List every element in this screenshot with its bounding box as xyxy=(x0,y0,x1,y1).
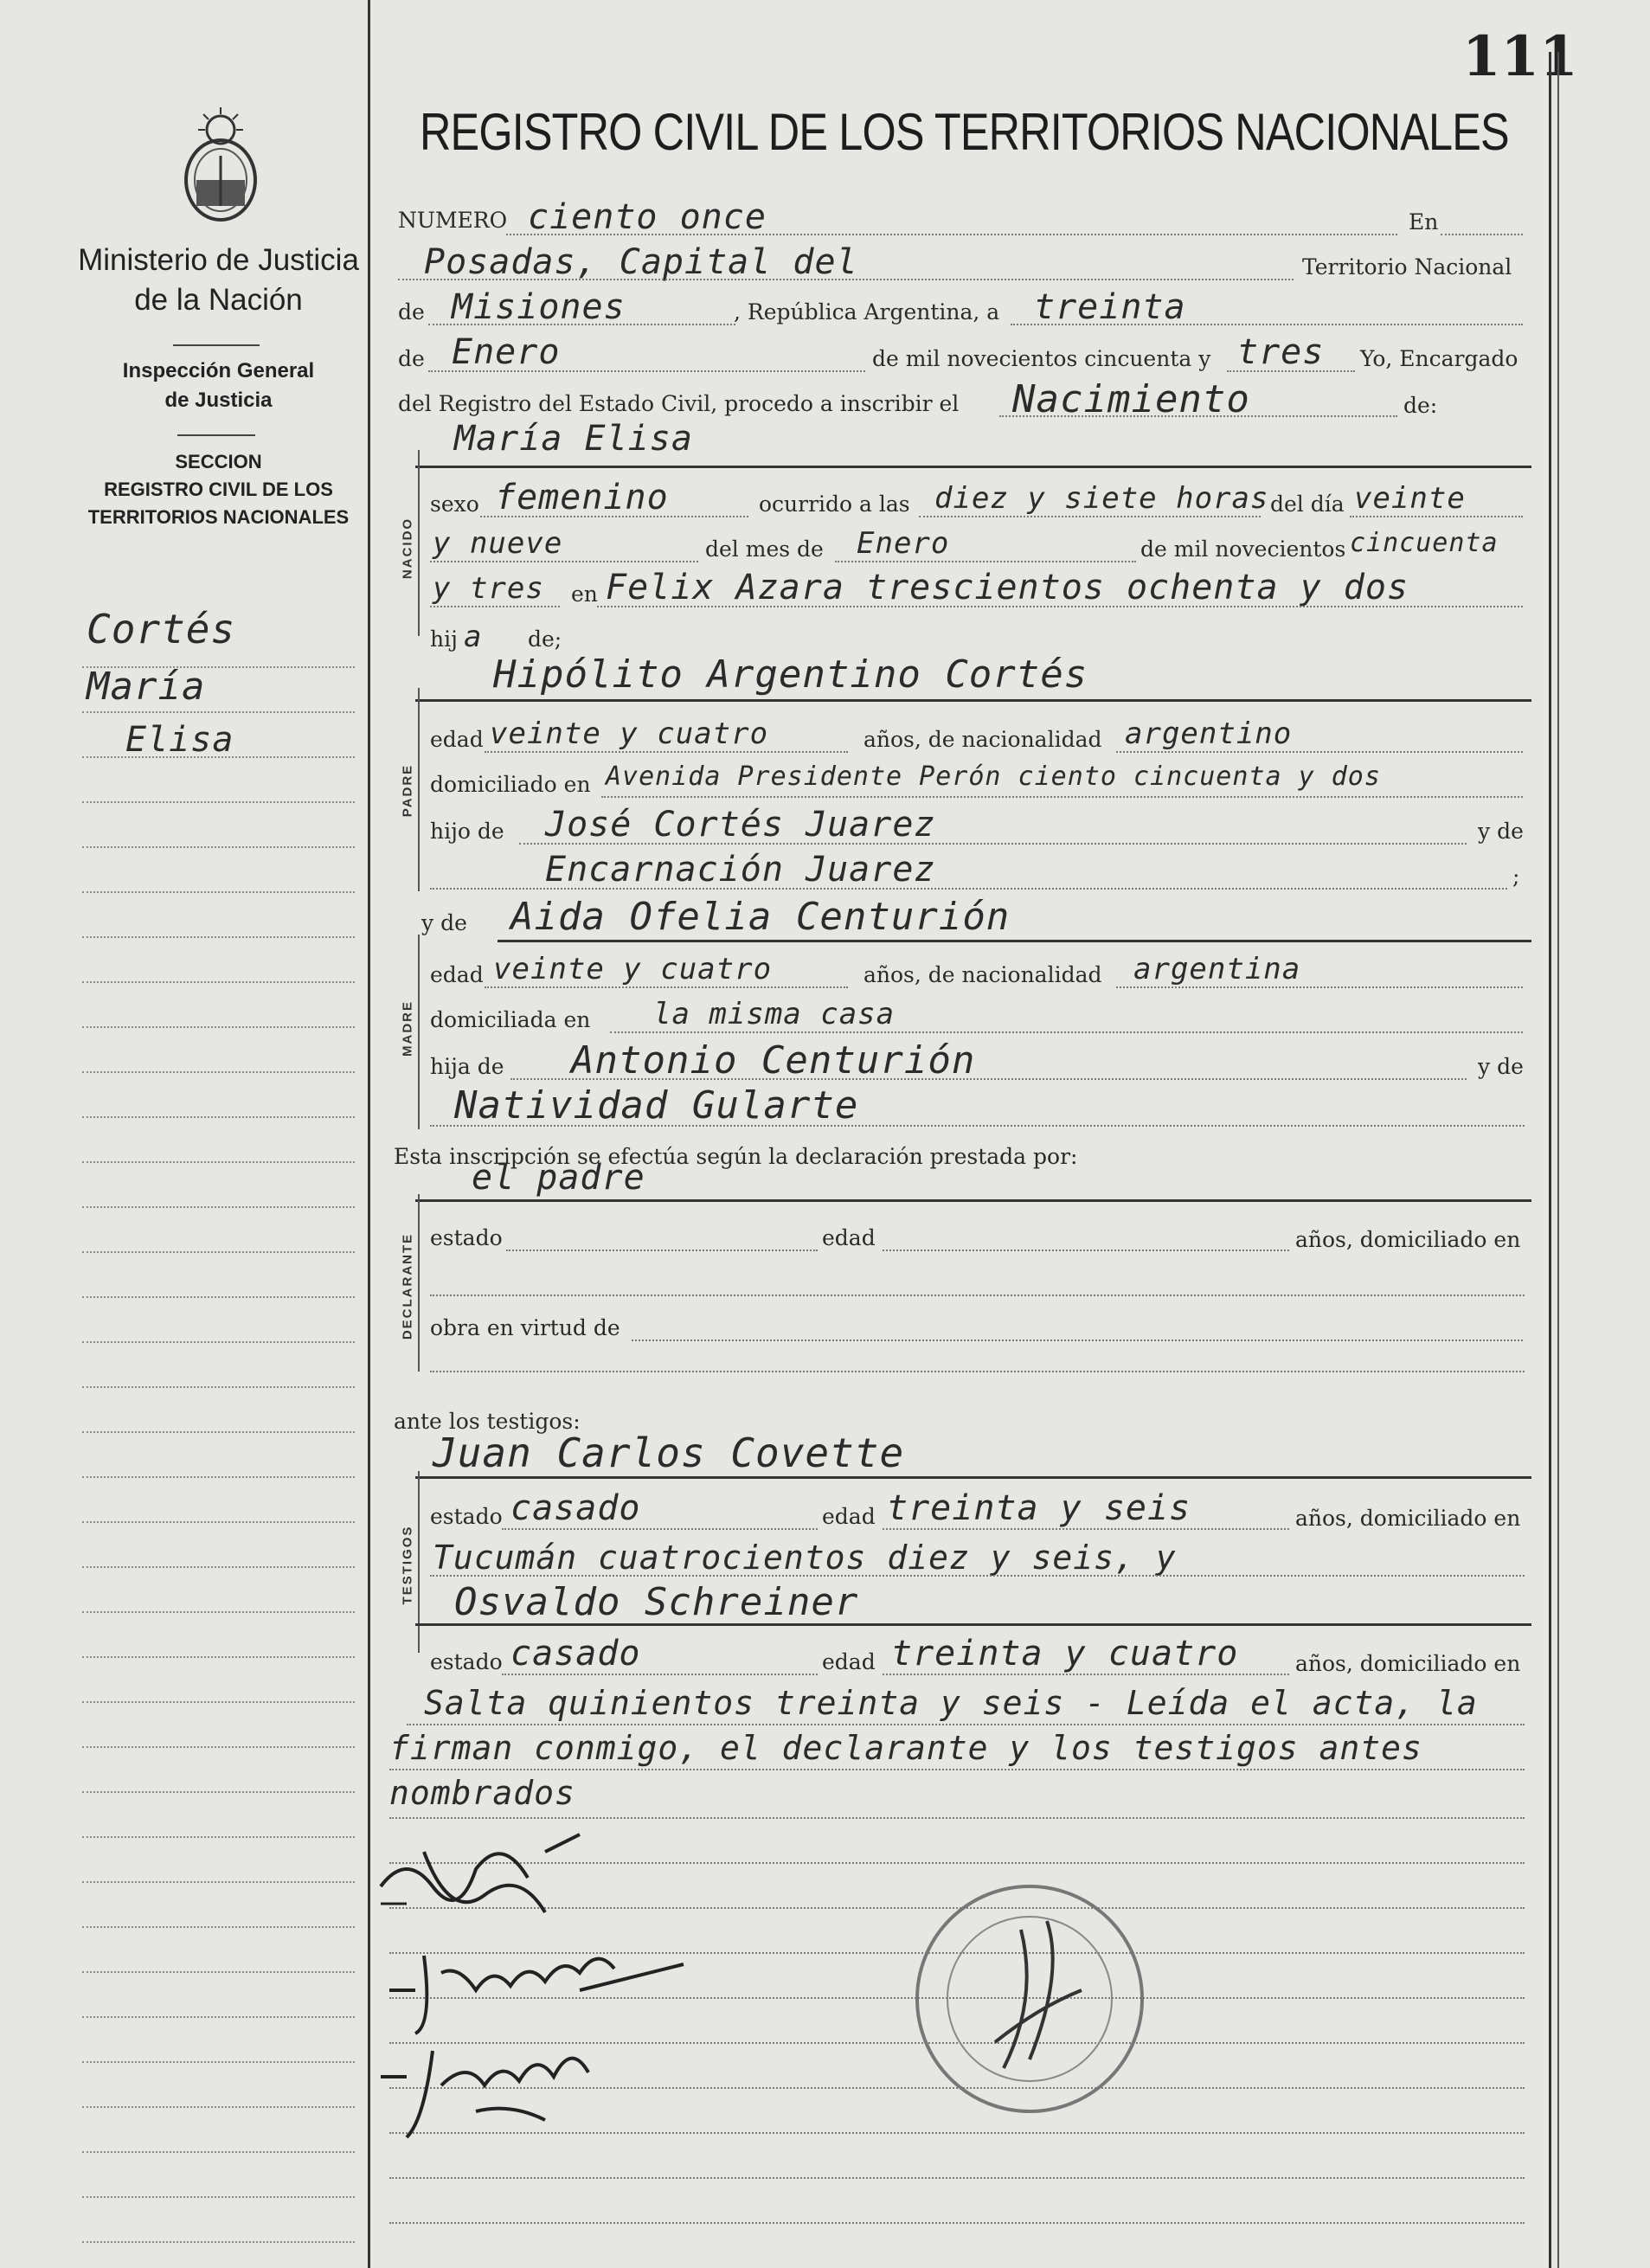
padre-edad-line xyxy=(485,751,848,753)
t2-edad-label: edad xyxy=(822,1649,876,1674)
declarante-obra-line xyxy=(632,1340,1523,1341)
anio-label: de mil novecientos xyxy=(1140,536,1346,562)
coat-of-arms-icon xyxy=(177,104,264,225)
ministry-line-1: Ministerio de Justicia xyxy=(78,243,359,277)
t2-edad-line xyxy=(883,1674,1289,1675)
hijo-label: hij xyxy=(430,626,458,652)
section-line-1: REGISTRO CIVIL DE LOS xyxy=(104,479,333,500)
ministry-divider xyxy=(173,344,260,346)
year-label: de mil novecientos cincuenta y xyxy=(872,346,1211,371)
padre-name: Hipólito Argentino Cortés xyxy=(493,652,1088,697)
yo-encargado-label: Yo, Encargado xyxy=(1360,346,1518,371)
declarante-estado-line xyxy=(506,1250,818,1251)
padre-edad-label: edad xyxy=(430,727,484,752)
anio-value-2: y tres xyxy=(433,571,544,606)
sidebar-rule xyxy=(82,1656,355,1658)
en-line xyxy=(1441,234,1523,235)
t1-estado-line xyxy=(502,1528,818,1530)
padre-domicilio-value: Avenida Presidente Perón ciento cincuenta y dos xyxy=(606,761,1381,792)
margin-note-line-3: Elisa xyxy=(125,720,234,760)
right-margin-line xyxy=(1549,52,1551,2268)
sidebar-rule xyxy=(82,2061,355,2063)
padre-y-de-label: y de xyxy=(1478,819,1524,844)
declarante-line xyxy=(415,1199,1531,1202)
day-line xyxy=(1011,324,1523,325)
lugar-en-label: en xyxy=(571,581,598,607)
testigos-side-label: TESTIGOS xyxy=(400,1525,415,1605)
t1-edad-line xyxy=(883,1528,1289,1530)
sidebar-rule xyxy=(82,1206,355,1208)
declarante-bracket xyxy=(418,1194,420,1372)
padre-domicilio-line xyxy=(601,796,1523,798)
padre-de-padre-value: José Cortés Juarez xyxy=(545,805,936,845)
lower-rule xyxy=(389,2222,1525,2224)
padre-nacionalidad-value: argentino xyxy=(1125,716,1293,751)
padre-anios-label: años, de nacionalidad xyxy=(864,727,1102,752)
sidebar-rule xyxy=(82,2241,355,2243)
padre-domicilio-label: domiciliado en xyxy=(430,772,591,797)
inspection-line-1: Inspección General xyxy=(122,359,315,382)
month-line xyxy=(428,370,865,372)
sidebar-rule xyxy=(82,846,355,848)
padre-de-padre-line xyxy=(519,843,1467,845)
t2-edad-value: treinta y cuatro xyxy=(891,1634,1239,1674)
sidebar-rule xyxy=(82,1611,355,1613)
declarante-value: el padre xyxy=(472,1158,645,1198)
signature-encargado xyxy=(372,1817,597,1938)
madre-nacionalidad-value: argentina xyxy=(1133,952,1301,986)
testigo-1-name: Juan Carlos Covette xyxy=(433,1430,905,1476)
t1-anios-label: años, domiciliado en xyxy=(1295,1506,1521,1531)
declarante-obra-label: obra en virtud de xyxy=(430,1315,620,1340)
section-line-2: TERRITORIOS NACIONALES xyxy=(87,506,350,528)
sidebar-rule xyxy=(82,2106,355,2108)
hijo-de-label: de; xyxy=(528,626,562,652)
sidebar-rule xyxy=(82,2016,355,2018)
padre-de-madre-line xyxy=(510,1078,1467,1080)
sidebar-rule xyxy=(82,1341,355,1343)
closing-line-2: firman conmigo, el declarante y los testigos antes xyxy=(389,1729,1422,1767)
sidebar-rule xyxy=(82,1566,355,1568)
section-block xyxy=(69,448,368,531)
t1-estado-value: casado xyxy=(510,1488,641,1528)
sidebar-rule xyxy=(82,1251,355,1253)
dia-value: veinte xyxy=(1354,481,1466,516)
inspection-divider xyxy=(177,434,255,436)
testigo-2-name: Osvaldo Schreiner xyxy=(454,1580,859,1624)
sidebar-divider xyxy=(368,0,370,2268)
signature-witness-2 xyxy=(372,2025,658,2146)
ministry-name xyxy=(69,241,368,320)
registro-label: del Registro del Estado Civil, procedo a inscribir el xyxy=(398,391,960,416)
t1-edad-value: treinta y seis xyxy=(887,1488,1191,1528)
day-value: treinta xyxy=(1034,287,1186,327)
testigos-intro: ante los testigos: xyxy=(394,1409,581,1434)
ocurrido-label: ocurrido a las xyxy=(759,492,910,517)
hora-line xyxy=(919,516,1261,517)
sexo-value: femenino xyxy=(495,478,669,517)
dia-line xyxy=(1350,516,1523,517)
sidebar-rule xyxy=(82,1386,355,1388)
madre-domicilio-value: la misma casa xyxy=(653,997,896,1031)
sidebar-rule xyxy=(82,1881,355,1883)
madre-de-madre-line xyxy=(430,1125,1525,1127)
t2-anios-label: años, domiciliado en xyxy=(1295,1651,1521,1676)
testigo-1-name-line xyxy=(415,1476,1531,1479)
sidebar-rule xyxy=(82,1071,355,1073)
year-line xyxy=(1227,370,1355,372)
padre-name-line xyxy=(415,699,1531,702)
t2-estado-line xyxy=(502,1674,818,1675)
sexo-label: sexo xyxy=(430,492,479,517)
madre-de-madre-value: Natividad Gularte xyxy=(454,1083,859,1128)
lugar-value: Felix Azara trescientos ochenta y dos xyxy=(606,568,1409,607)
ministry-line-2: de la Nación xyxy=(134,283,303,317)
declarante-obra-line-2 xyxy=(430,1371,1525,1372)
margin-note-line-1: Cortés xyxy=(87,606,236,652)
t1-estado-label: estado xyxy=(430,1504,503,1529)
sidebar-rule xyxy=(82,801,355,803)
t1-domicilio-line xyxy=(430,1575,1525,1577)
madre-hija-de-label: hija de xyxy=(430,1054,504,1079)
del-mes-label: del mes de xyxy=(705,536,824,562)
padre-edad-value: veinte y cuatro xyxy=(490,716,769,751)
sidebar-rule xyxy=(82,936,355,938)
t1-domicilio-value: Tucumán cuatrocientos diez y seis, y xyxy=(433,1539,1177,1577)
year-value: tres xyxy=(1237,332,1325,372)
declarante-side-label: DECLARANTE xyxy=(400,1232,415,1340)
sidebar-rule xyxy=(82,756,355,758)
declarante-edad-line xyxy=(883,1250,1289,1251)
page-title: REGISTRO CIVIL DE LOS TERRITORIOS NACIONALES xyxy=(420,103,1509,161)
padre-hijo-de-label: hijo de xyxy=(430,819,504,844)
madre-nacionalidad-line xyxy=(1116,986,1523,988)
madre-name: Aida Ofelia Centurión xyxy=(510,895,1011,939)
madre-de-padre-line xyxy=(430,888,1507,890)
official-stamp xyxy=(900,1869,1159,2129)
nacido-side-label: NACIDO xyxy=(400,517,415,580)
act-type-line xyxy=(999,415,1397,417)
sidebar-rule xyxy=(82,1971,355,1973)
padre-nacionalidad-line xyxy=(1116,751,1523,753)
hijo-suffix: a xyxy=(464,620,483,654)
madre-y-de-label: y de xyxy=(421,910,467,935)
declarante-anios-label: años, domiciliado en xyxy=(1295,1227,1521,1252)
sexo-line xyxy=(480,516,748,517)
padre-semicolon: ; xyxy=(1512,864,1520,889)
padre-bracket xyxy=(418,688,420,891)
madre-anios-label: años, de nacionalidad xyxy=(864,962,1102,987)
territorio-label: Territorio Nacional xyxy=(1302,254,1512,279)
madre-edad-label: edad xyxy=(430,962,484,987)
numero-label: NUMERO xyxy=(398,208,508,233)
t2-estado-value: casado xyxy=(510,1634,641,1674)
territorio-line xyxy=(428,324,735,325)
madre-edad-value: veinte y cuatro xyxy=(493,952,773,986)
sidebar-rule xyxy=(82,2196,355,2198)
sidebar-rule xyxy=(82,1476,355,1478)
month-value: Enero xyxy=(452,332,561,372)
t2-domicilio-line xyxy=(407,1724,1525,1725)
en-label: En xyxy=(1409,209,1439,235)
child-name: María Elisa xyxy=(454,419,693,459)
de-label-2: de xyxy=(398,346,425,371)
margin-note-line-2: María xyxy=(87,665,206,709)
lower-rule xyxy=(389,2177,1525,2179)
padre-side-label: PADRE xyxy=(400,763,415,818)
sidebar-rule xyxy=(82,1701,355,1703)
anio-value: cincuenta xyxy=(1350,528,1499,558)
testigo-2-name-line xyxy=(415,1623,1531,1626)
sidebar-rule xyxy=(82,891,355,893)
de-colon-label: de: xyxy=(1403,393,1438,418)
closing-line-3: nombrados xyxy=(389,1774,575,1812)
mes-line xyxy=(835,561,1136,562)
sidebar-rule xyxy=(82,981,355,983)
sidebar-rule xyxy=(82,1836,355,1838)
sidebar-rule xyxy=(82,666,355,668)
numero-line xyxy=(506,234,1397,235)
madre-domicilio-line xyxy=(610,1031,1523,1033)
lugar-line xyxy=(597,606,1523,607)
t2-estado-label: estado xyxy=(430,1649,503,1674)
de-label-1: de xyxy=(398,299,425,324)
dia2-line xyxy=(430,561,698,562)
nacido-bracket xyxy=(418,450,420,636)
declarante-estado-label: estado xyxy=(430,1225,503,1250)
sidebar-rule xyxy=(82,1926,355,1928)
closing-line-2-rule xyxy=(389,1769,1525,1770)
madre-edad-line xyxy=(485,986,848,988)
republica-label: , República Argentina, a xyxy=(734,299,1000,324)
mes-value: Enero xyxy=(857,526,950,561)
madre-y-de-label-2: y de xyxy=(1478,1054,1524,1079)
sidebar-rule xyxy=(82,1296,355,1298)
hora-value: diez y siete horas xyxy=(934,481,1269,516)
sidebar-rule xyxy=(82,1431,355,1433)
child-name-line xyxy=(415,466,1531,468)
territorio-value: Misiones xyxy=(452,287,626,327)
section-label: SECCION xyxy=(175,451,262,472)
madre-bracket xyxy=(418,935,420,1129)
place-value: Posadas, Capital del xyxy=(424,242,858,282)
page-number: 111 xyxy=(1462,24,1578,89)
declarante-intro: Esta inscripción se efectúa según la declaración prestada por: xyxy=(394,1144,1078,1169)
inspection-line-2: de Justicia xyxy=(164,389,273,412)
madre-name-line xyxy=(498,940,1531,942)
sidebar-rule xyxy=(82,2151,355,2153)
t2-domicilio-value: Salta quinientos treinta y seis - Leída el acta, la xyxy=(424,1684,1478,1722)
madre-de-padre-value: Encarnación Juarez xyxy=(545,850,936,890)
dia-value-2: y nueve xyxy=(433,526,563,561)
numero-value: ciento once xyxy=(528,197,767,237)
declarante-dom-line xyxy=(430,1295,1525,1296)
sidebar-rule xyxy=(82,711,355,713)
padre-de-madre-value: Antonio Centurión xyxy=(571,1038,976,1083)
sidebar-rule xyxy=(82,1116,355,1118)
place-line xyxy=(398,279,1294,280)
right-margin-line-inner xyxy=(1557,52,1559,2268)
act-type-value: Nacimiento xyxy=(1012,377,1250,421)
sidebar-rule xyxy=(82,1026,355,1028)
t1-edad-label: edad xyxy=(822,1504,876,1529)
sidebar-rule xyxy=(82,1161,355,1163)
sidebar-rule xyxy=(82,1791,355,1793)
madre-domicilio-label: domiciliada en xyxy=(430,1007,591,1032)
declarante-edad-label: edad xyxy=(822,1225,876,1250)
inspection-name xyxy=(69,357,368,415)
madre-side-label: MADRE xyxy=(400,1000,415,1057)
sidebar-rule xyxy=(82,1746,355,1748)
sidebar-rule xyxy=(82,1521,355,1523)
anio2-line xyxy=(430,606,560,607)
del-dia-label: del día xyxy=(1270,492,1345,517)
